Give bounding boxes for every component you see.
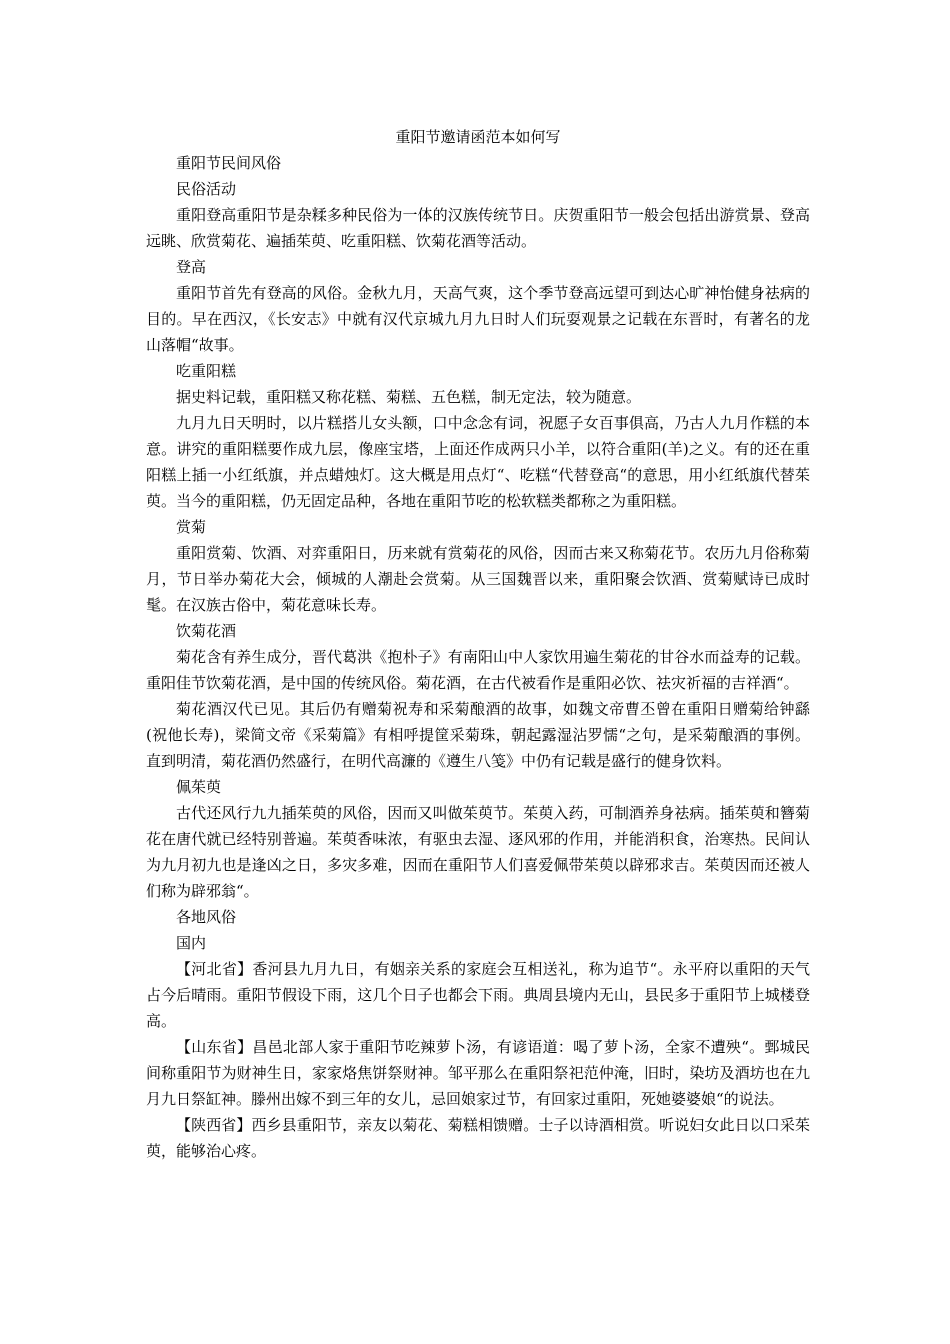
paragraph-hebei: 【河北省】香河县九月九日，有姻亲关系的家庭会互相送礼，称为追节“。永平府以重阳的天气占今后晴雨。重阳节假设下雨，这几个日子也都会下雨。典周县境内无山，县民多于重阳节上城楼登高。 (146, 960, 810, 1030)
heading-chrysanthemum: 赏菊 (176, 518, 207, 536)
document-page (146, 124, 810, 1164)
heading-regional: 各地风俗 (176, 908, 237, 926)
heading-cake: 吃重阳糕 (176, 362, 237, 380)
paragraph-chrysanthemum: 重阳赏菊、饮酒、对弈重阳日，历来就有赏菊花的风俗，因而古来又称菊花节。农历九月俗称菊月，节日举办菊花大会，倾城的人潮赴会赏菊。从三国魏晋以来，重阳聚会饮酒、赏菊赋诗已成时髦。在汉族古俗中，菊花意味长寿。 (146, 544, 810, 614)
paragraph-climbing: 重阳节首先有登高的风俗。金秋九月，天高气爽，这个季节登高远望可到达心旷神怡健身祛病的目的。早在西汉，《长安志》中就有汉代京城九月九日时人们玩耍观景之记载在东晋时，有著名的龙山落帽“故事。 (146, 284, 810, 354)
paragraph-wine-2: 菊花酒汉代已见。其后仍有赠菊祝寿和采菊酿酒的故事，如魏文帝曹丕曾在重阳日赠菊给钟繇(祝他长寿)，梁简文帝《采菊篇》有相呼提筐采菊珠，朝起露湿沾罗懦“之句，是采菊酿酒的事例。直到明清，菊花酒仍然盛行，在明代高濂的《遵生八笺》中仍有记载是盛行的健身饮料。 (146, 700, 810, 770)
paragraph-intro: 重阳登高重阳节是杂糅多种民俗为一体的汉族传统节日。庆贺重阳节一般会包括出游赏景、登高远眺、欣赏菊花、遍插茱萸、吃重阳糕、饮菊花酒等活动。 (146, 206, 810, 250)
paragraph-cake-2: 九月九日天明时，以片糕搭儿女头额，口中念念有词，祝愿子女百事俱高，乃古人九月作糕的本意。讲究的重阳糕要作成九层，像座宝塔，上面还作成两只小羊，以符合重阳(羊)之义。有的还在重阳糕上插一小红纸旗，并点蜡烛灯。这大概是用点灯“、吃糕“代替登高“的意思，用小红纸旗代替茱萸。当今的重阳糕，仍无固定品种，各地在重阳节吃的松软糕类都称之为重阳糕。 (146, 414, 810, 510)
heading-dogwood: 佩茱萸 (176, 778, 222, 796)
paragraph-shaanxi: 【陕西省】西乡县重阳节，亲友以菊花、菊糕相馈赠。士子以诗酒相赏。听说妇女此日以口采茱萸，能够治心疼。 (146, 1116, 810, 1160)
document-title: 重阳节邀请函范本如何写 (395, 128, 561, 146)
heading-domestic: 国内 (176, 934, 207, 952)
paragraph-dogwood: 古代还风行九九插茱萸的风俗，因而又叫做茱萸节。茱萸入药，可制酒养身祛病。插茱萸和簪菊花在唐代就已经特别普遍。茱萸香味浓，有驱虫去湿、逐风邪的作用，并能消积食，治寒热。民间认为九月初九也是逢凶之日，多灾多难，因而在重阳节人们喜爱佩带茱萸以辟邪求吉。茱萸因而还被人们称为辟邪翁“。 (146, 804, 810, 900)
heading-climbing: 登高 (176, 258, 207, 276)
paragraph-cake-1: 据史料记载，重阳糕又称花糕、菊糕、五色糕，制无定法，较为随意。 (176, 388, 642, 406)
paragraph-wine-1: 菊花含有养生成分，晋代葛洪《抱朴子》有南阳山中人家饮用遍生菊花的甘谷水而益寿的记载。重阳佳节饮菊花酒，是中国的传统风俗。菊花酒，在古代被看作是重阳必饮、祛灾祈福的吉祥酒“。 (146, 648, 810, 692)
heading-folk-customs: 重阳节民间风俗 (176, 154, 282, 172)
heading-folk-activities: 民俗活动 (176, 180, 237, 198)
paragraph-shandong: 【山东省】昌邑北部人家于重阳节吃辣萝卜汤，有谚语道：喝了萝卜汤，全家不遭殃“。鄄城民间称重阳节为财神生日，家家烙焦饼祭财神。邹平那么在重阳祭祀范仲淹，旧时，染坊及酒坊也在九月九日祭缸神。滕州出嫁不到三年的女儿，忌回娘家过节，有回家过重阳，死她婆婆娘“的说法。 (146, 1038, 810, 1108)
heading-wine: 饮菊花酒 (176, 622, 237, 640)
